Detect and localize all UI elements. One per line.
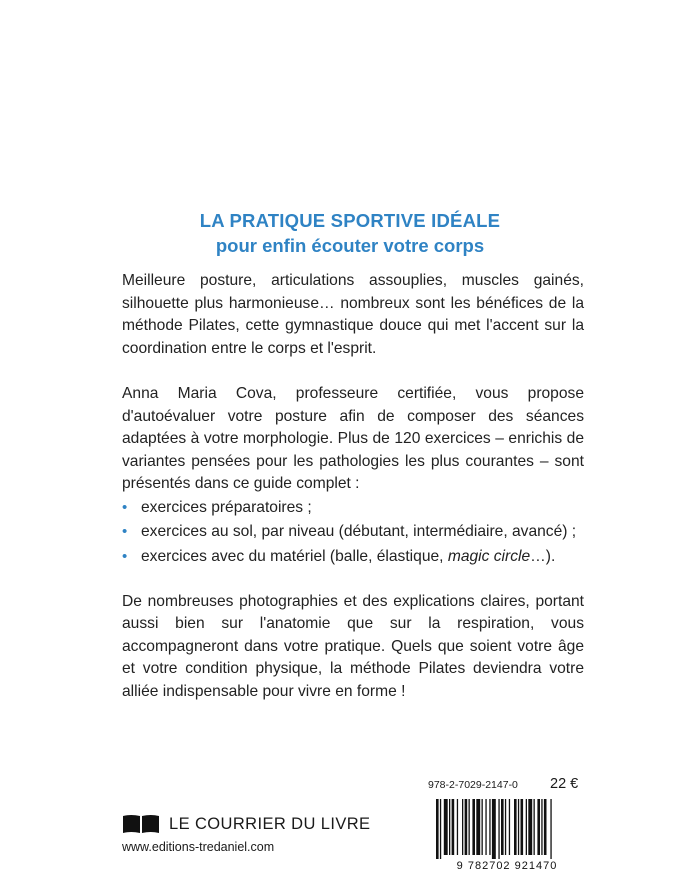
bullet-icon: • bbox=[122, 523, 128, 540]
list-item-italic: magic circle bbox=[447, 547, 531, 565]
barcode-bar bbox=[482, 799, 483, 855]
barcode-bar bbox=[476, 799, 480, 855]
headline-subtitle: pour enfin écouter votre corps bbox=[215, 235, 485, 256]
list-item-text-end: …). bbox=[530, 547, 556, 565]
barcode-bar bbox=[521, 799, 524, 855]
barcode-bar bbox=[440, 799, 441, 859]
barcode-bar bbox=[449, 799, 450, 855]
barcode-bar bbox=[472, 799, 475, 855]
barcode-bar bbox=[436, 799, 439, 859]
list-item bbox=[122, 496, 584, 519]
list-item bbox=[122, 520, 584, 543]
barcode-bar bbox=[498, 799, 499, 859]
barcode-bar bbox=[518, 799, 519, 855]
paragraph-author: Anna Maria Cova, professeure certifiée, vous propose d'autoévaluer votre posture afin de composer des séances adaptées à votre morphologie. Plus de 120 exercices – enrichis de variantes pensées pour les pathologies les plus courantes – sont présentés dans ce guide complet : bbox=[122, 385, 584, 492]
bullet-icon: • bbox=[122, 547, 128, 565]
barcode-bar bbox=[465, 799, 468, 855]
barcode-bar bbox=[550, 799, 551, 859]
list-item-text: exercices avec du matériel (balle, élastique, bbox=[141, 547, 448, 565]
headline bbox=[0, 208, 700, 258]
paragraph-closing: De nombreuses photographies et des explications claires, portant aussi bien sur l'anatomie que sur la respiration, vous accompagneront dans votre pratique. Quels que soient votre âge et votre condition physique, la méthode Pilates deviendra votre alliée indispensable pour vivre en forme ! bbox=[122, 592, 584, 700]
barcode-bar bbox=[489, 799, 490, 855]
headline-title: LA PRATIQUE SPORTIVE IDÉALE bbox=[199, 210, 501, 231]
bullet-icon: • bbox=[122, 498, 128, 516]
isbn-number: 978-2-7029-2147-0 bbox=[428, 779, 518, 791]
barcode-bar bbox=[452, 799, 455, 855]
price: 22 € bbox=[550, 776, 579, 792]
barcode-bar bbox=[462, 799, 463, 855]
barcode-bar bbox=[528, 799, 532, 855]
barcode-bar bbox=[514, 799, 517, 855]
barcode-bar bbox=[485, 799, 486, 855]
publisher-name: LE COURRIER DU LIVRE bbox=[169, 815, 371, 833]
open-book-icon bbox=[122, 814, 160, 833]
barcode-bar bbox=[505, 799, 506, 855]
barcode-bar bbox=[444, 799, 448, 855]
barcode-bar bbox=[541, 799, 542, 855]
list-item bbox=[122, 545, 584, 568]
barcode bbox=[428, 797, 586, 871]
publisher-website: www.editions-tredaniel.com bbox=[122, 840, 275, 854]
paragraph-intro: Meilleure posture, articulations assouplies, muscles gainés, silhouette plus harmonieuse… nombreux sont les bénéfices de la méthode Pilates, cette gymnastique douce qui met l'accent sur la coordination entre le corps et l'esprit. bbox=[122, 272, 584, 357]
blurb bbox=[122, 270, 584, 703]
barcode-bar bbox=[457, 799, 458, 855]
barcode-bar bbox=[469, 799, 470, 855]
list-item-text: exercices préparatoires ; bbox=[141, 498, 312, 516]
barcode-digits: 9 782702 921470 bbox=[456, 860, 558, 871]
barcode-bar bbox=[492, 799, 496, 859]
exercise-list bbox=[122, 496, 584, 568]
barcode-bar bbox=[509, 799, 510, 855]
barcode-bar bbox=[501, 799, 504, 855]
barcode-bar bbox=[544, 799, 547, 855]
list-item-text: exercices au sol, par niveau (débutant, intermédiaire, avancé) ; bbox=[141, 523, 577, 540]
barcode-bar bbox=[537, 799, 540, 855]
barcode-bar bbox=[526, 799, 527, 855]
barcode-bar bbox=[534, 799, 535, 855]
